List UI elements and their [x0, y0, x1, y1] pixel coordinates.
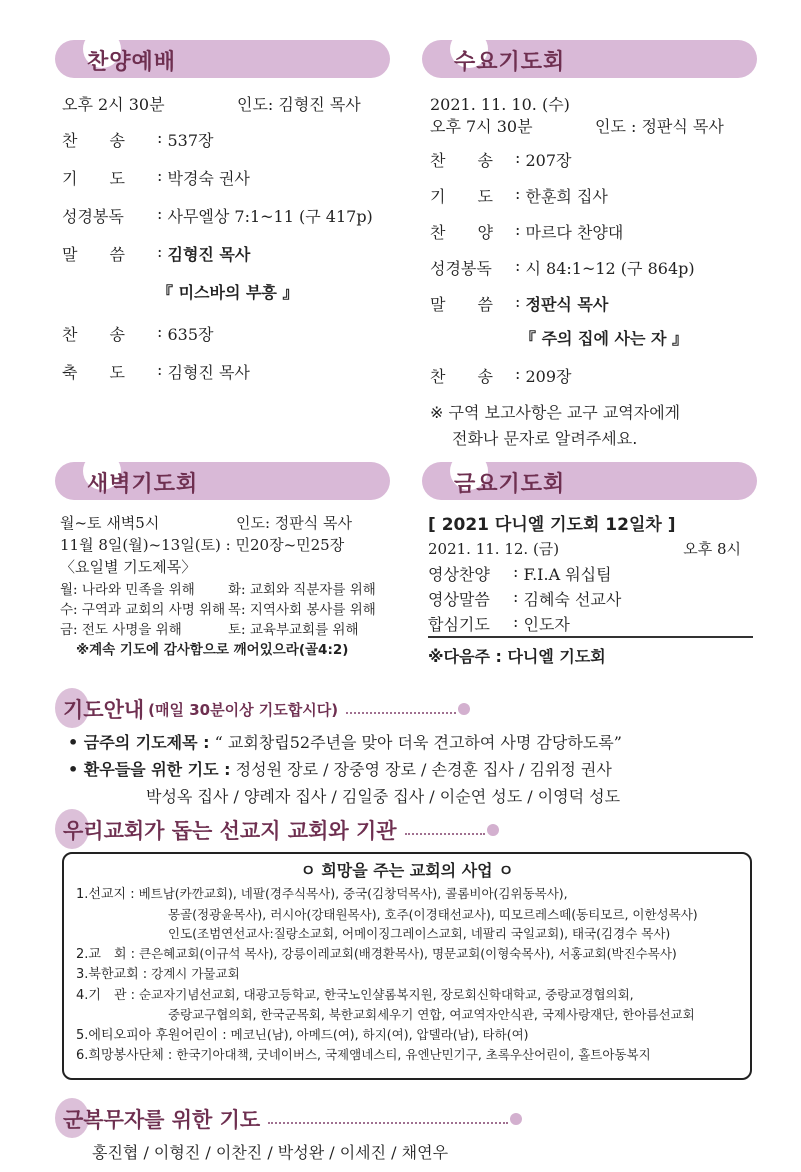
label: 찬 송: [430, 151, 493, 170]
label: 5.에티오피아 후원어린이 :: [76, 1027, 227, 1043]
label: 찬 송: [430, 367, 493, 386]
service-time: 월~토 새벽5시: [60, 514, 160, 532]
label: 성경봉독: [430, 259, 492, 278]
missions-box: [62, 852, 752, 1080]
section-subtitle: (매일 30분이상 기도합시다): [148, 700, 339, 719]
label: 성경봉독: [62, 207, 124, 226]
label: • 금주의 기도제목 :: [68, 733, 210, 752]
label: 3.북한교회 :: [76, 967, 148, 982]
value: 중랑교구협의회, 한국군목회, 북한교회세우기 연합, 여교역자안식관, 국제사랑재단, 한아름선교회: [168, 1007, 695, 1022]
value: 209장: [525, 367, 572, 386]
prayer-guide-heading: [55, 694, 470, 724]
wednesday-header: [422, 40, 757, 78]
label: 영상말씀: [428, 590, 490, 609]
service-leader: 인도: 김형진 목사: [237, 95, 361, 114]
label: 말 씀: [430, 295, 493, 314]
section-title: 금요기도회: [454, 472, 566, 497]
value: 635장: [167, 325, 214, 344]
value: 큰은혜교회(이규석 목사), 강릉이레교회(배경환목사), 명문교회(이형숙목사), 서홍교회(박진수목사): [139, 945, 677, 961]
label: 기 도: [62, 169, 125, 188]
label: 6.희망봉사단체 :: [76, 1048, 173, 1063]
prayer-guide-section: [68, 730, 768, 811]
section-title: 기도안내: [63, 698, 145, 722]
value: F.I.A 워십팀: [523, 565, 612, 584]
value: 강계시 가물교회: [151, 966, 240, 981]
friday-prayer-header: [422, 462, 757, 500]
label: 기 도: [430, 187, 493, 206]
sermon-title: 『 주의 집에 사는 자 』: [520, 329, 689, 348]
label: • 환우들을 위한 기도 :: [68, 760, 231, 779]
sick-names: 정성원 장로 / 장중영 장로 / 손경훈 집사 / 김위정 권사: [235, 760, 612, 779]
value: 207장: [525, 151, 572, 170]
label: 찬 송: [62, 131, 125, 150]
value: 김혜숙 선교사: [523, 590, 622, 609]
label: 찬 송: [62, 325, 125, 344]
label: 찬 양: [430, 223, 493, 242]
dawn-prayer-header: [55, 462, 390, 500]
value: 537장: [167, 131, 214, 150]
label: 2.교 회 :: [76, 946, 136, 962]
value: 메코닌(남), 아메드(여), 하지(여), 압델라(남), 타하(여): [230, 1026, 529, 1042]
sick-names: 박성옥 집사 / 양례자 집사 / 김일중 집사 / 이순연 성도 / 이영덕 성도: [146, 787, 621, 806]
date: 2021. 11. 10. (수): [430, 95, 570, 114]
topic: 수: 구역과 교회의 사명 위해: [60, 602, 226, 618]
service-time: 오후 8시: [683, 540, 741, 558]
bullet-dot: [487, 824, 499, 836]
label: 1.선교지 :: [76, 887, 135, 902]
section-title: 수요기도회: [454, 50, 566, 75]
value: 한훈희 집사: [525, 187, 608, 206]
section-title: 우리교회가 돕는 선교지 교회와 기관: [63, 819, 397, 843]
missions-heading: [55, 815, 499, 845]
value: 사무엘상 7:1~11 (구 417p): [167, 207, 373, 226]
bullet-dot: [510, 1113, 522, 1125]
service-leader: 인도 : 정판식 목사: [595, 117, 724, 136]
scripture-range: 11월 8일(월)~13일(토) : 민20장~민25장: [60, 536, 345, 554]
value: 박경숙 권사: [167, 169, 250, 188]
friday-prayer-section: [ 2021 다니엘 기도회 12일차 ] 2021. 11. 12. (금) 오후 8시 영상찬양 : F.I.A 워십팀 영상말씀 : 김혜숙 선교사 합심기도 : 인도자 ※다음주 : 다니엘 기도회: [428, 510, 753, 668]
service-time: 오후 2시 30분: [62, 95, 165, 114]
label: 영상찬양: [428, 565, 490, 584]
service-time: 오후 7시 30분: [430, 117, 533, 136]
value: 인도(조범연선교사:질랑소교회, 어메이징그레이스교회, 네팔리 국일교회), 태국(김경수 목사): [168, 926, 671, 941]
preacher: 김형진 목사: [167, 245, 251, 264]
value: 베트남(카깐교회), 네팔(경주식목사), 중국(김창덕목사), 콜롬비아(김위동목사),: [138, 886, 568, 901]
dawn-prayer-section: [60, 512, 400, 660]
wednesday-section: 2021. 11. 10. (수) 오후 7시 30분 인도 : 정판식 목사 찬 송 : 207장 기 도 : 한훈희 집사 찬 양 : 마르다 찬양대 성경봉독 : 시 84:1~12 (구 864p) 말 씀 : 정판식 목사 『 주의 집에 사는 자 』 찬 송 : 209장 ※ 구역 보고사항은 교구 교역자에게 전화나 문자로 알려주세요.: [430, 92, 760, 452]
banner: [ 2021 다니엘 기도회 12일차 ]: [428, 515, 676, 535]
value: 인도자: [523, 615, 570, 634]
praise-service-header: [55, 40, 390, 78]
value: 한국기아대책, 굿네이버스, 국제앰네스티, 유엔난민기구, 초록우산어린이, 홀트아동복지: [176, 1047, 651, 1062]
label: 말 씀: [62, 245, 125, 264]
box-title: ㅇ 희망을 주는 교회의 사업 ㅇ: [300, 861, 514, 880]
section-title: 새벽기도회: [87, 472, 199, 497]
topic: 금: 전도 사명을 위해: [60, 622, 182, 638]
value: 순교자기념선교회, 대광고등학교, 한국노인샬롬복지원, 장로회신학대학교, 중랑교경협의회,: [139, 986, 634, 1002]
section-title: 찬양예배: [87, 50, 177, 75]
praise-service-section: 오후 2시 30분 인도: 김형진 목사 찬 송 : 537장 기 도 : 박경숙 권사 성경봉독 : 사무엘상 7:1~11 (구 417p) 말 씀 : 김형진 목사 『 미스바의 부흥 』 찬 송 : 635장 축 도 : 김형진 목사: [62, 92, 392, 398]
topic: 토: 교육부교회를 위해: [228, 622, 359, 638]
verse: ※계속 기도에 감사함으로 깨어있으라(골4:2): [76, 642, 349, 658]
topic: 화: 교회와 직분자를 위해: [228, 582, 376, 598]
label: 합심기도: [428, 615, 490, 634]
topic: 월: 나라와 민족을 위해: [60, 582, 195, 598]
soldiers-heading: [55, 1104, 522, 1134]
service-leader: 인도: 정판식 목사: [236, 514, 353, 532]
note: ※ 구역 보고사항은 교구 교역자에게: [430, 403, 681, 422]
preacher: 정판식 목사: [525, 295, 609, 314]
soldier-names: 홍진협 / 이형진 / 이찬진 / 박성완 / 이세진 / 채연우: [92, 1143, 449, 1162]
label: 4.기 관 :: [76, 987, 136, 1003]
topic: 목: 지역사회 봉사를 위해: [228, 602, 376, 618]
bullet-dot: [458, 703, 470, 715]
sermon-title: 『 미스바의 부흥 』: [157, 283, 299, 302]
value: 마르다 찬양대: [525, 223, 624, 242]
next-week-note: ※다음주 : 다니엘 기도회: [428, 647, 606, 666]
section-title: 군복무자를 위한 기도: [63, 1108, 261, 1132]
subheading: 〈요일별 기도제목〉: [60, 558, 197, 576]
label: 축 도: [62, 363, 125, 382]
note: 전화나 문자로 알려주세요.: [452, 429, 638, 448]
value: 시 84:1~12 (구 864p): [525, 259, 695, 278]
value: 몽골(정광윤목사), 러시아(강태원목사), 호주(이경태선교사), 띠모르레스떼(동티모르, 이한성목사): [168, 906, 698, 922]
value: 김형진 목사: [167, 363, 250, 382]
date: 2021. 11. 12. (금): [428, 540, 560, 558]
prayer-topic: “ 교회창립52주년을 맞아 더욱 견고하여 사명 감당하도록”: [214, 733, 622, 752]
